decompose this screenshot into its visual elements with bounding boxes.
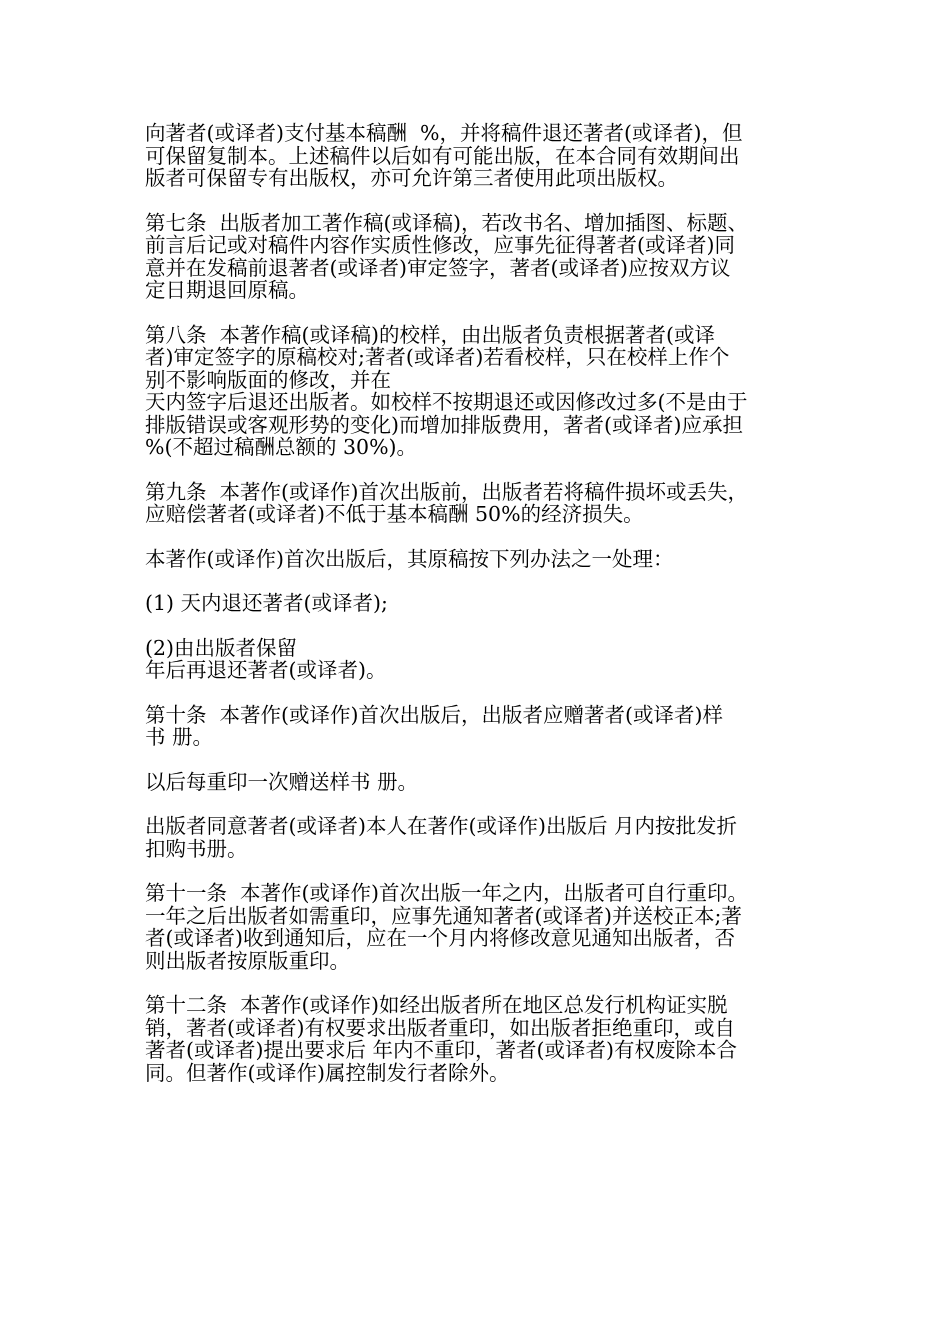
paragraph-article-9 xyxy=(145,481,835,526)
paragraph-reprint-copies xyxy=(145,771,835,794)
text-line: %(不超过稿酬总额的 30%)。 xyxy=(145,435,418,459)
text-line: 可保留复制本。上述稿件以后如有可能出版，在本合同有效期间出 xyxy=(145,143,740,168)
document-page xyxy=(145,122,835,1106)
text-line: 扣购书册。 xyxy=(145,836,248,861)
text-line: 出版者同意著者(或译者)本人在著作(或译作)出版后 月内按批发折 xyxy=(145,814,738,838)
paragraph-option-1 xyxy=(145,592,835,615)
paragraph-article-12 xyxy=(145,994,835,1084)
text-line: 第十二条 本著作(或译作)如经出版者所在地区总发行机构证实脱 xyxy=(145,993,728,1017)
paragraph-article-7 xyxy=(145,212,835,302)
paragraph-article-8 xyxy=(145,324,835,459)
paragraph-discount-purchase xyxy=(145,815,835,860)
text-line: 别不影响版面的修改，并在 xyxy=(145,367,391,392)
text-line: (2)由出版者保留 xyxy=(145,635,298,660)
text-line: 者)审定签字的原稿校对;著者(或译者)若看校样，只在校样上作个 xyxy=(145,345,730,369)
text-line: 天内签字后退还出版者。如校样不按期退还或因修改过多(不是由于 xyxy=(145,390,748,414)
text-line: 同。但著作(或译作)属控制发行者除外。 xyxy=(145,1060,510,1085)
paragraph-article-6-continuation xyxy=(145,122,835,190)
text-line: 一年之后出版者如需重印，应事先通知著者(或译者)并送校正本;著 xyxy=(145,903,742,928)
text-line: (1) 天内退还著者(或译者); xyxy=(145,591,388,615)
text-line: 本著作(或译作)首次出版后，其原稿按下列办法之一处理： xyxy=(145,546,674,571)
text-line: 排版错误或客观形势的变化)而增加排版费用，著者(或译者)应承担 xyxy=(145,412,743,437)
text-line: 第八条 本著作稿(或译稿)的校样，由出版者负责根据著者(或译 xyxy=(145,322,716,347)
text-line: 年后再退还著者(或译者)。 xyxy=(145,658,387,682)
text-line: 以后每重印一次赠送样书 册。 xyxy=(145,769,419,794)
text-line: 定日期退回原稿。 xyxy=(145,278,309,302)
text-line: 意并在发稿前退著者(或译者)审定签字，著者(或译者)应按双方议 xyxy=(145,255,731,280)
text-line: 第九条 本著作(或译作)首次出版前，出版者若将稿件损坏或丢失， xyxy=(145,479,749,504)
text-line: 第十条 本著作(或译作)首次出版后，出版者应赠著者(或译者)样 xyxy=(145,702,724,727)
text-line: 销，著者(或译者)有权要求出版者重印，如出版者拒绝重印，或自 xyxy=(145,1015,735,1040)
text-line: 应赔偿著者(或译者)不低于基本稿酬 50%的经济损失。 xyxy=(145,502,644,526)
text-line: 者(或译者)收到通知后，应在一个月内将修改意见通知出版者，否 xyxy=(145,926,735,950)
paragraph-article-11 xyxy=(145,882,835,972)
paragraph-option-2 xyxy=(145,637,835,682)
text-line: 前言后记或对稿件内容作实质性修改，应事先征得著者(或译者)同 xyxy=(145,233,735,257)
text-line: 向著者(或译者)支付基本稿酬 %，并将稿件退还著者(或译者)，但 xyxy=(145,121,743,145)
paragraph-article-10 xyxy=(145,704,835,749)
text-line: 第七条 出版者加工著作稿(或译稿)，若改书名、增加插图、标题、 xyxy=(145,210,749,235)
text-line: 则出版者按原版重印。 xyxy=(145,948,350,973)
text-line: 版者可保留专有出版权，亦可允许第三者使用此项出版权。 xyxy=(145,166,678,190)
text-line: 书 册。 xyxy=(145,725,214,749)
paragraph-manuscript-handling xyxy=(145,548,835,571)
text-line: 第十一条 本著作(或译作)首次出版一年之内，出版者可自行重印。 xyxy=(145,881,749,905)
text-line: 著者(或译者)提出要求后 年内不重印，著者(或译者)有权废除本合 xyxy=(145,1038,738,1062)
